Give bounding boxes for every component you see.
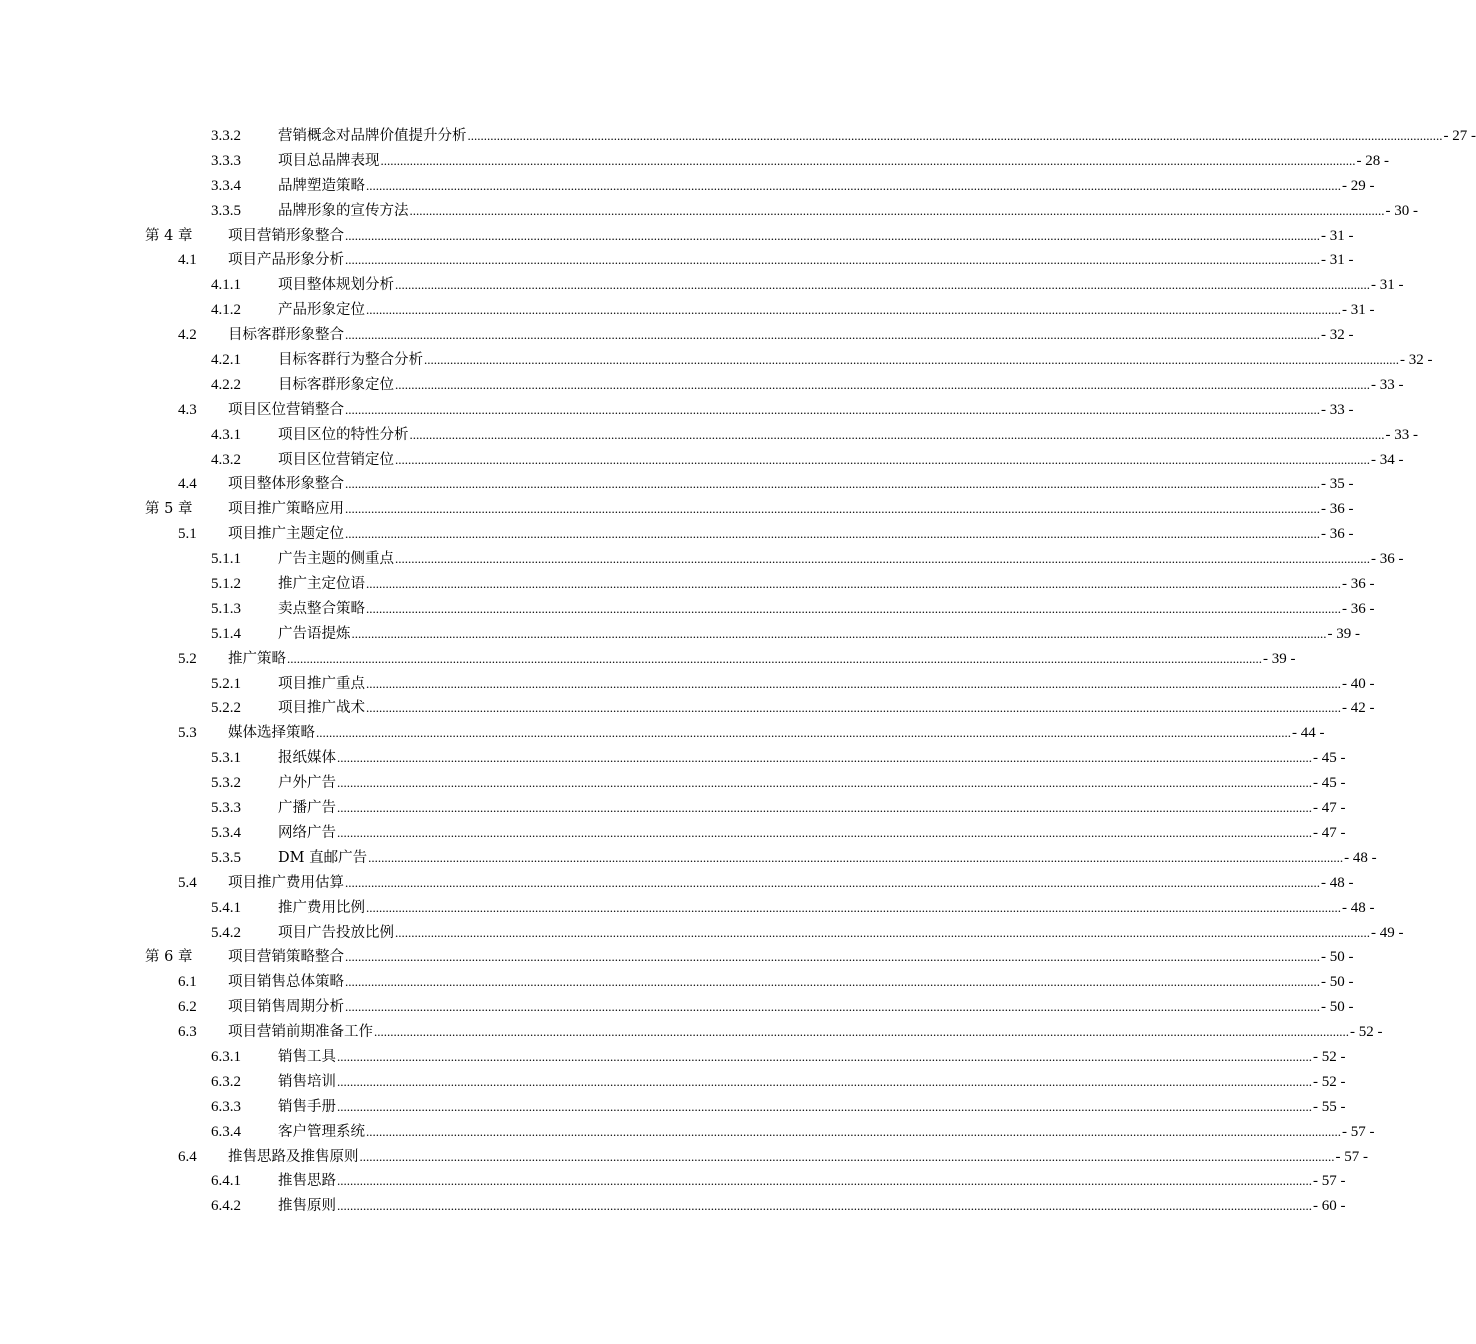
toc-entry-title: 项目区位营销定位	[278, 451, 394, 468]
toc-entry-number: 4.1	[178, 252, 197, 269]
toc-entry[interactable]	[0, 1095, 1346, 1120]
toc-entry-page: - 33 -	[1371, 376, 1404, 393]
toc-entry-page: - 57 -	[1313, 1173, 1346, 1190]
toc-dot-leader: ............................................................................................................................................................................................................................................................................................................	[366, 600, 1341, 616]
toc-dot-leader: ............................................................................................................................................................................................................................................................................................................	[345, 327, 1320, 343]
toc-entry[interactable]	[0, 1169, 1346, 1194]
toc-entry-page: - 31 -	[1321, 252, 1354, 269]
toc-entry[interactable]	[0, 771, 1346, 796]
toc-entry-page: - 30 -	[1385, 202, 1418, 219]
toc-entry-number: 5.3.3	[211, 800, 241, 817]
toc-entry[interactable]	[0, 1194, 1346, 1219]
toc-entry-number: 5.4.2	[211, 924, 241, 941]
toc-entry-number: 3.3.2	[211, 128, 241, 144]
toc-entry-line	[228, 224, 1354, 249]
toc-entry[interactable]	[0, 871, 1354, 896]
toc-entry-title: 户外广告	[278, 775, 336, 792]
toc-entry-line	[278, 1194, 1346, 1219]
toc-entry-title: 项目整体形象整合	[228, 476, 344, 493]
toc-dot-leader: ............................................................................................................................................................................................................................................................................................................	[366, 576, 1341, 592]
toc-entry-number: 第 4 章	[145, 227, 193, 244]
toc-entry[interactable]	[0, 597, 1375, 622]
toc-entry-line	[278, 273, 1404, 298]
toc-dot-leader: ............................................................................................................................................................................................................................................................................................................	[359, 1148, 1335, 1164]
toc-dot-leader: ............................................................................................................................................................................................................................................................................................................	[337, 1048, 1312, 1064]
toc-entry-page: - 45 -	[1313, 750, 1346, 767]
toc-dot-leader: ............................................................................................................................................................................................................................................................................................................	[337, 1098, 1312, 1114]
toc-entry-number: 5.3.1	[211, 750, 241, 767]
toc-entry-page: - 55 -	[1313, 1098, 1346, 1115]
toc-entry[interactable]	[0, 1045, 1346, 1070]
toc-entry-page: - 50 -	[1321, 949, 1354, 966]
toc-entry-line	[278, 572, 1375, 597]
toc-dot-leader: ............................................................................................................................................................................................................................................................................................................	[337, 1198, 1312, 1214]
toc-entry-page: - 50 -	[1321, 974, 1354, 991]
toc-entry[interactable]	[0, 298, 1375, 323]
toc-dot-leader: ............................................................................................................................................................................................................................................................................................................	[368, 849, 1344, 865]
toc-entry[interactable]	[0, 1145, 1368, 1170]
toc-entry-line	[228, 945, 1354, 970]
toc-entry-page: - 36 -	[1321, 501, 1354, 518]
toc-entry-line	[278, 149, 1389, 174]
toc-entry[interactable]	[0, 224, 1354, 249]
toc-entry-title: 产品形象定位	[278, 302, 365, 319]
toc-entry-title: 推广费用比例	[278, 899, 365, 916]
toc-entry-line	[278, 746, 1346, 771]
toc-entry-number: 5.1.3	[211, 600, 241, 617]
toc-dot-leader: ............................................................................................................................................................................................................................................................................................................	[424, 352, 1399, 368]
toc-entry-number: 6.3.4	[211, 1123, 241, 1140]
toc-entry-line	[228, 248, 1354, 273]
toc-entry-line	[278, 597, 1375, 622]
toc-entry-page: - 44 -	[1292, 725, 1325, 742]
toc-entry-page: - 36 -	[1342, 600, 1375, 617]
toc-entry-page: - 48 -	[1342, 899, 1375, 916]
toc-entry-line	[228, 721, 1325, 746]
toc-entry-line	[278, 696, 1375, 721]
toc-entry[interactable]	[0, 995, 1354, 1020]
toc-entry-title: 项目整体规划分析	[278, 277, 394, 294]
toc-dot-leader: ............................................................................................................................................................................................................................................................................................................	[345, 401, 1320, 417]
toc-entry-page: - 49 -	[1371, 924, 1404, 941]
toc-entry-title: 客户管理系统	[278, 1123, 365, 1140]
toc-entry-line	[228, 522, 1354, 547]
toc-entry-page: - 57 -	[1342, 1123, 1375, 1140]
toc-entry[interactable]	[0, 921, 1404, 946]
toc-entry[interactable]	[0, 248, 1354, 273]
toc-entry-page: - 52 -	[1313, 1048, 1346, 1065]
toc-entry-number: 4.1.2	[211, 302, 241, 319]
toc-entry-page: - 36 -	[1371, 551, 1404, 568]
toc-entry-title: 销售手册	[278, 1098, 336, 1115]
toc-entry-title: 广告语提炼	[278, 625, 351, 642]
toc-entry-line	[278, 1045, 1346, 1070]
toc-entry-line	[278, 547, 1404, 572]
toc-dot-leader: ............................................................................................................................................................................................................................................................................................................	[395, 376, 1370, 392]
toc-entry-number: 3.3.4	[211, 177, 241, 194]
toc-entry-page: - 28 -	[1356, 152, 1389, 169]
toc-entry-line	[278, 199, 1418, 224]
toc-dot-leader: ............................................................................................................................................................................................................................................................................................................	[316, 725, 1291, 741]
toc-entry-page: - 48 -	[1321, 874, 1354, 891]
toc-dot-leader: ............................................................................................................................................................................................................................................................................................................	[345, 501, 1320, 517]
toc-entry-page: - 31 -	[1321, 227, 1354, 244]
toc-entry-page: - 32 -	[1321, 327, 1354, 344]
toc-entry-title: 品牌塑造策略	[278, 177, 365, 194]
toc-entry-line	[228, 995, 1354, 1020]
toc-entry[interactable]	[0, 398, 1354, 423]
toc-entry[interactable]	[0, 174, 1375, 199]
toc-dot-leader: ............................................................................................................................................................................................................................................................................................................	[395, 924, 1370, 940]
toc-entry-title: 项目营销策略整合	[228, 949, 344, 966]
toc-entry-title: 项目推广重点	[278, 675, 365, 692]
toc-entry-line	[278, 124, 1476, 149]
toc-entry-page: - 32 -	[1400, 352, 1433, 369]
toc-entry[interactable]	[0, 497, 1354, 522]
toc-entry-page: - 29 -	[1342, 177, 1375, 194]
toc-entry-line	[228, 871, 1354, 896]
toc-entry-title: 项目产品形象分析	[228, 252, 344, 269]
toc-entry-page: - 33 -	[1385, 426, 1418, 443]
toc-entry-page: - 39 -	[1263, 650, 1296, 667]
toc-entry-number: 4.3.1	[211, 426, 241, 443]
toc-entry-line	[278, 896, 1375, 921]
toc-entry[interactable]	[0, 746, 1346, 771]
toc-entry-page: - 27 -	[1443, 128, 1476, 144]
toc-entry-title: 推广策略	[228, 650, 286, 667]
toc-entry-number: 5.3.4	[211, 824, 241, 841]
toc-entry-number: 3.3.5	[211, 202, 241, 219]
toc-entry[interactable]	[0, 472, 1354, 497]
toc-entry-line	[278, 672, 1375, 697]
toc-dot-leader: ............................................................................................................................................................................................................................................................................................................	[366, 700, 1341, 716]
toc-dot-leader: ............................................................................................................................................................................................................................................................................................................	[409, 426, 1385, 442]
toc-entry[interactable]	[0, 572, 1375, 597]
toc-entry-title: 推广主定位语	[278, 576, 365, 593]
toc-entry-number: 5.1.1	[211, 551, 241, 568]
toc-entry-page: - 36 -	[1321, 526, 1354, 543]
toc-entry-line	[228, 398, 1354, 423]
toc-dot-leader: ............................................................................................................................................................................................................................................................................................................	[345, 526, 1320, 542]
toc-dot-leader: ............................................................................................................................................................................................................................................................................................................	[287, 650, 1262, 666]
toc-entry-page: - 39 -	[1327, 625, 1360, 642]
toc-entry-title: 项目营销前期准备工作	[228, 1024, 373, 1041]
toc-entry-line	[278, 1120, 1375, 1145]
toc-entry-line	[278, 174, 1375, 199]
table-of-contents	[0, 124, 1476, 1219]
toc-entry-page: - 36 -	[1342, 576, 1375, 593]
toc-dot-leader: ............................................................................................................................................................................................................................................................................................................	[345, 476, 1320, 492]
toc-entry-title: 项目营销形象整合	[228, 227, 344, 244]
toc-dot-leader: ............................................................................................................................................................................................................................................................................................................	[366, 899, 1341, 915]
toc-entry[interactable]	[0, 547, 1404, 572]
toc-entry-line	[278, 348, 1433, 373]
toc-entry-title: 销售工具	[278, 1048, 336, 1065]
toc-entry-title: 项目销售总体策略	[228, 974, 344, 991]
toc-entry-number: 4.2.1	[211, 352, 241, 369]
toc-dot-leader: ............................................................................................................................................................................................................................................................................................................	[337, 750, 1312, 766]
toc-entry-page: - 60 -	[1313, 1198, 1346, 1215]
toc-entry-number: 4.1.1	[211, 277, 241, 294]
toc-entry[interactable]	[0, 149, 1389, 174]
toc-entry-title: 目标客群行为整合分析	[278, 352, 423, 369]
toc-entry-line	[228, 1145, 1368, 1170]
toc-entry-title: 广告主题的侧重点	[278, 551, 394, 568]
toc-entry-number: 4.4	[178, 476, 197, 493]
toc-entry-number: 5.4	[178, 874, 197, 891]
toc-entry-number: 4.2	[178, 327, 197, 344]
toc-entry-title: 推售思路及推售原则	[228, 1148, 359, 1165]
toc-entry[interactable]	[0, 796, 1346, 821]
toc-dot-leader: ............................................................................................................................................................................................................................................................................................................	[374, 1024, 1349, 1040]
toc-entry-title: 品牌形象的宣传方法	[278, 202, 409, 219]
toc-entry-line	[278, 1169, 1346, 1194]
toc-entry-number: 6.3.2	[211, 1073, 241, 1090]
toc-entry-page: - 35 -	[1321, 476, 1354, 493]
toc-entry-number: 4.3	[178, 401, 197, 418]
toc-entry-number: 6.4.1	[211, 1173, 241, 1190]
toc-entry[interactable]	[0, 423, 1418, 448]
toc-entry-number: 6.4	[178, 1148, 197, 1165]
toc-entry-number: 6.2	[178, 999, 197, 1016]
toc-entry[interactable]	[0, 945, 1354, 970]
toc-dot-leader: ............................................................................................................................................................................................................................................................................................................	[467, 128, 1443, 143]
toc-entry-page: - 50 -	[1321, 999, 1354, 1016]
toc-entry-line	[278, 373, 1404, 398]
toc-entry-line	[278, 298, 1375, 323]
toc-dot-leader: ............................................................................................................................................................................................................................................................................................................	[345, 227, 1320, 243]
toc-entry-title: 营销概念对品牌价值提升分析	[278, 128, 467, 144]
toc-dot-leader: ............................................................................................................................................................................................................................................................................................................	[395, 451, 1370, 467]
toc-entry-line	[278, 1095, 1346, 1120]
toc-entry-number: 5.2	[178, 650, 197, 667]
toc-entry[interactable]	[0, 1020, 1383, 1045]
toc-entry-page: - 31 -	[1342, 302, 1375, 319]
toc-dot-leader: ............................................................................................................................................................................................................................................................................................................	[337, 775, 1312, 791]
toc-entry[interactable]	[0, 1070, 1346, 1095]
toc-entry-title: 销售培训	[278, 1073, 336, 1090]
toc-entry-title: 媒体选择策略	[228, 725, 315, 742]
toc-entry[interactable]	[0, 124, 1476, 149]
toc-entry-number: 4.3.2	[211, 451, 241, 468]
toc-entry-page: - 48 -	[1344, 849, 1377, 866]
toc-entry-line	[278, 448, 1404, 473]
toc-entry[interactable]	[0, 647, 1296, 672]
toc-entry[interactable]	[0, 348, 1433, 373]
toc-dot-leader: ............................................................................................................................................................................................................................................................................................................	[366, 1123, 1341, 1139]
toc-entry-number: 5.2.2	[211, 700, 241, 717]
toc-entry-line	[278, 622, 1360, 647]
toc-entry-title: 项目推广策略应用	[228, 501, 344, 518]
toc-entry-line	[278, 423, 1418, 448]
toc-entry-line	[228, 970, 1354, 995]
toc-dot-leader: ............................................................................................................................................................................................................................................................................................................	[337, 1073, 1312, 1089]
toc-entry-line	[278, 846, 1377, 871]
toc-entry[interactable]	[0, 696, 1375, 721]
toc-entry-title: 报纸媒体	[278, 750, 336, 767]
toc-entry-page: - 57 -	[1335, 1148, 1368, 1165]
toc-entry[interactable]	[0, 522, 1354, 547]
toc-entry-title: 项目推广费用估算	[228, 874, 344, 891]
toc-entry-title: 目标客群形象整合	[228, 327, 344, 344]
toc-entry-line	[278, 1070, 1346, 1095]
toc-entry-number: 3.3.3	[211, 152, 241, 169]
toc-entry-line	[278, 771, 1346, 796]
toc-entry[interactable]	[0, 821, 1346, 846]
toc-entry-number: 6.3.1	[211, 1048, 241, 1065]
toc-entry-page: - 47 -	[1313, 824, 1346, 841]
toc-entry-title: 目标客群形象定位	[278, 376, 394, 393]
toc-entry-line	[228, 1020, 1383, 1045]
toc-entry-title: 网络广告	[278, 824, 336, 841]
toc-entry-page: - 45 -	[1313, 775, 1346, 792]
toc-entry-number: 6.4.2	[211, 1198, 241, 1215]
toc-entry-number: 6.1	[178, 974, 197, 991]
toc-entry[interactable]	[0, 448, 1404, 473]
toc-entry[interactable]	[0, 672, 1375, 697]
toc-entry[interactable]	[0, 323, 1354, 348]
toc-entry[interactable]	[0, 896, 1375, 921]
toc-entry-number: 5.3.5	[211, 849, 241, 866]
toc-entry-title: 广播广告	[278, 800, 336, 817]
toc-entry-title: 项目推广战术	[278, 700, 365, 717]
toc-entry[interactable]	[0, 846, 1377, 871]
toc-entry-title: DM 直邮广告	[278, 849, 368, 866]
toc-entry-number: 5.4.1	[211, 899, 241, 916]
toc-entry-page: - 52 -	[1313, 1073, 1346, 1090]
toc-entry[interactable]	[0, 373, 1404, 398]
toc-entry-line	[278, 921, 1404, 946]
toc-dot-leader: ............................................................................................................................................................................................................................................................................................................	[395, 277, 1370, 293]
toc-dot-leader: ............................................................................................................................................................................................................................................................................................................	[351, 625, 1327, 641]
toc-entry-line	[228, 497, 1354, 522]
toc-entry-page: - 33 -	[1321, 401, 1354, 418]
toc-dot-leader: ............................................................................................................................................................................................................................................................................................................	[345, 974, 1320, 990]
toc-entry-title: 推售原则	[278, 1198, 336, 1215]
toc-entry[interactable]	[0, 622, 1360, 647]
toc-dot-leader: ............................................................................................................................................................................................................................................................................................................	[337, 824, 1312, 840]
toc-dot-leader: ............................................................................................................................................................................................................................................................................................................	[366, 675, 1341, 691]
toc-entry-page: - 42 -	[1342, 700, 1375, 717]
toc-entry-page: - 40 -	[1342, 675, 1375, 692]
toc-entry-line	[278, 821, 1346, 846]
toc-entry-title: 项目总品牌表现	[278, 152, 380, 169]
toc-entry[interactable]	[0, 199, 1418, 224]
toc-entry-line	[278, 796, 1346, 821]
toc-entry-page: - 52 -	[1350, 1024, 1383, 1041]
toc-entry-page: - 31 -	[1371, 277, 1404, 294]
toc-entry-number: 第 6 章	[145, 949, 193, 966]
toc-entry-number: 5.3	[178, 725, 197, 742]
toc-entry-title: 推售思路	[278, 1173, 336, 1190]
toc-entry[interactable]	[0, 1120, 1375, 1145]
toc-dot-leader: ............................................................................................................................................................................................................................................................................................................	[345, 949, 1320, 965]
toc-entry-title: 项目广告投放比例	[278, 924, 394, 941]
toc-entry-number: 4.2.2	[211, 376, 241, 393]
toc-entry-line	[228, 647, 1296, 672]
toc-dot-leader: ............................................................................................................................................................................................................................................................................................................	[409, 202, 1385, 218]
toc-entry-number: 5.1.2	[211, 576, 241, 593]
toc-dot-leader: ............................................................................................................................................................................................................................................................................................................	[366, 177, 1341, 193]
toc-entry-line	[228, 472, 1354, 497]
toc-entry[interactable]	[0, 970, 1354, 995]
toc-entry[interactable]	[0, 721, 1325, 746]
toc-entry-title: 项目推广主题定位	[228, 526, 344, 543]
toc-entry-number: 6.3.3	[211, 1098, 241, 1115]
toc-entry-page: - 47 -	[1313, 800, 1346, 817]
toc-dot-leader: ............................................................................................................................................................................................................................................................................................................	[366, 302, 1341, 318]
toc-dot-leader: ............................................................................................................................................................................................................................................................................................................	[345, 874, 1320, 890]
toc-entry-number: 第 5 章	[145, 501, 193, 518]
toc-entry-title: 项目销售周期分析	[228, 999, 344, 1016]
toc-entry-title: 项目区位营销整合	[228, 401, 344, 418]
toc-dot-leader: ............................................................................................................................................................................................................................................................................................................	[395, 551, 1370, 567]
toc-entry-line	[228, 323, 1354, 348]
toc-dot-leader: ............................................................................................................................................................................................................................................................................................................	[345, 252, 1320, 268]
toc-entry-title: 卖点整合策略	[278, 600, 365, 617]
toc-entry-number: 6.3	[178, 1024, 197, 1041]
toc-entry-number: 5.3.2	[211, 775, 241, 792]
toc-entry-title: 项目区位的特性分析	[278, 426, 409, 443]
toc-entry[interactable]	[0, 273, 1404, 298]
toc-entry-number: 5.1.4	[211, 625, 241, 642]
toc-entry-number: 5.2.1	[211, 675, 241, 692]
toc-entry-number: 5.1	[178, 526, 197, 543]
toc-dot-leader: ............................................................................................................................................................................................................................................................................................................	[345, 999, 1320, 1015]
toc-dot-leader: ............................................................................................................................................................................................................................................................................................................	[337, 1173, 1312, 1189]
toc-dot-leader: ............................................................................................................................................................................................................................................................................................................	[380, 152, 1356, 168]
toc-dot-leader: ............................................................................................................................................................................................................................................................................................................	[337, 800, 1312, 816]
toc-entry-page: - 34 -	[1371, 451, 1404, 468]
